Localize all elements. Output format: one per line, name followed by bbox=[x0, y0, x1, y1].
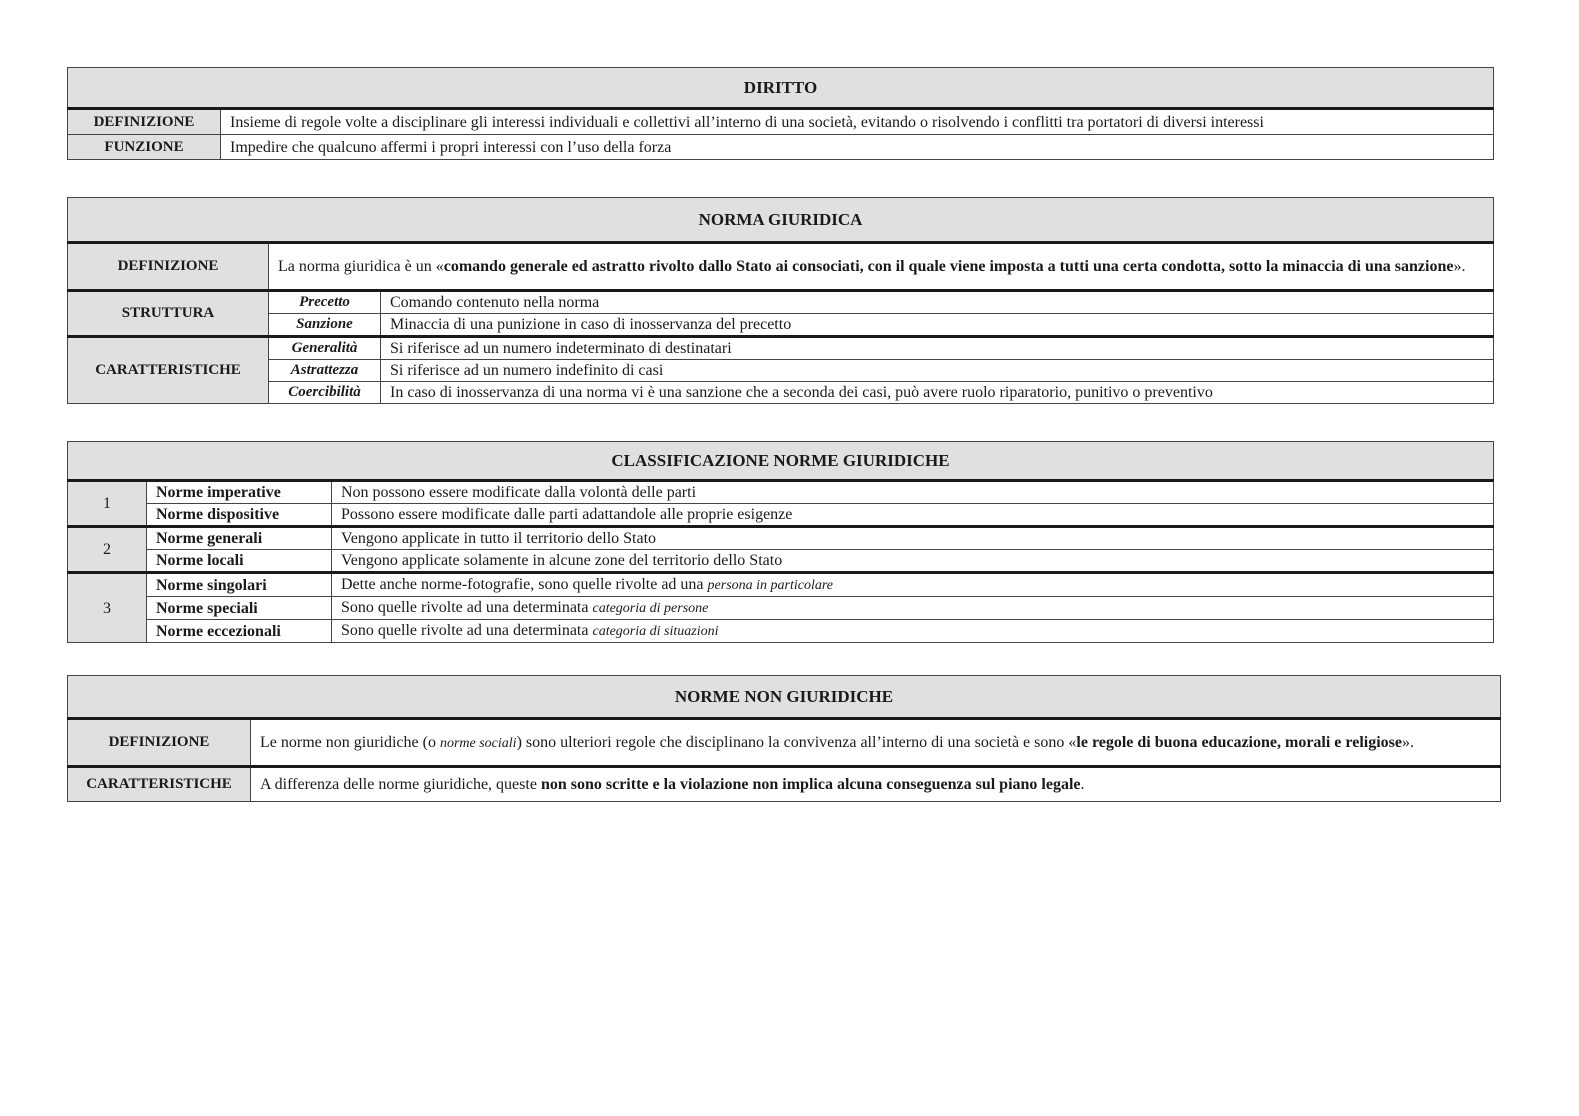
norme-dispositive-name: Norme dispositive bbox=[147, 504, 332, 527]
norme-eccezionali-name: Norme eccezionali bbox=[147, 620, 332, 643]
group-number: 2 bbox=[68, 527, 147, 573]
norme-speciali-name: Norme speciali bbox=[147, 597, 332, 620]
norme-locali-text: Vengono applicate solamente in alcune zone del territorio dello Stato bbox=[332, 550, 1494, 573]
nng-def-italic: norme sociali bbox=[439, 735, 517, 751]
nng-def-end: ». bbox=[1401, 733, 1414, 751]
nng-car-bold: non sono scritte e la violazione non implica alcuna conseguenza sul piano legale bbox=[540, 776, 1081, 793]
generalita-text: Si riferisce ad un numero indeterminato di destinatari bbox=[381, 337, 1494, 360]
norma-giuridica-table bbox=[67, 197, 1494, 404]
norma-definizione-intro: La norma giuridica è un « bbox=[278, 258, 444, 275]
norme-imperative-name: Norme imperative bbox=[147, 481, 332, 504]
norme-speciali-text bbox=[332, 597, 1494, 620]
norme-generali-name: Norme generali bbox=[147, 527, 332, 550]
nng-car-end: . bbox=[1080, 776, 1085, 793]
norma-definizione-text bbox=[269, 243, 1494, 291]
astrattezza-text: Si riferisce ad un numero indefinito di casi bbox=[381, 360, 1494, 382]
precetto-text: Comando contenuto nella norma bbox=[381, 291, 1494, 314]
norme-imperative-text: Non possono essere modificate dalla volontà delle parti bbox=[332, 481, 1494, 504]
struttura-label: STRUTTURA bbox=[68, 291, 269, 337]
norme-locali-name: Norme locali bbox=[147, 550, 332, 573]
nng-def-a: Le norme non giuridiche (o bbox=[260, 733, 440, 751]
norme-eccezionali-desc: Sono quelle rivolte ad una determinata bbox=[341, 622, 593, 639]
classificazione-table bbox=[67, 441, 1494, 643]
nng-definizione-text bbox=[251, 719, 1501, 767]
norma-definizione-bold: comando generale ed astratto rivolto dallo Stato ai consociati, con il quale viene imposta a tutti una certa condotta, sotto la minaccia di una sanzione bbox=[443, 258, 1454, 275]
norme-eccezionali-italic: categoria di situazioni bbox=[592, 624, 719, 639]
nng-definizione-label: DEFINIZIONE bbox=[68, 719, 251, 767]
norma-giuridica-title: NORMA GIURIDICA bbox=[68, 198, 1494, 243]
diritto-title: DIRITTO bbox=[68, 68, 1494, 109]
group-number: 3 bbox=[68, 573, 147, 643]
norme-singolari-name: Norme singolari bbox=[147, 573, 332, 597]
diritto-funzione-label: FUNZIONE bbox=[68, 135, 221, 160]
diritto-funzione-text: Impedire che qualcuno affermi i propri interessi con l’uso della forza bbox=[221, 135, 1494, 160]
group-number: 1 bbox=[68, 481, 147, 527]
norme-generali-text: Vengono applicate in tutto il territorio dello Stato bbox=[332, 527, 1494, 550]
diritto-definizione-text: Insieme di regole volte a disciplinare gli interessi individuali e collettivi all’interno di una società, evitando o risolvendo i conflitti tra portatori di diversi interessi bbox=[221, 109, 1494, 135]
coercibilita-text: In caso di inosservanza di una norma vi è una sanzione che a seconda dei casi, può avere ruolo riparatorio, punitivo o preventivo bbox=[381, 382, 1494, 404]
precetto-label: Precetto bbox=[269, 291, 381, 314]
norme-singolari-italic: persona in particolare bbox=[707, 578, 834, 593]
nng-caratteristiche-label: CARATTERISTICHE bbox=[68, 767, 251, 802]
diritto-table bbox=[67, 67, 1494, 160]
nng-def-bold: le regole di buona educazione, morali e religiose bbox=[1076, 733, 1402, 751]
sanzione-label: Sanzione bbox=[269, 314, 381, 337]
generalita-label: Generalità bbox=[269, 337, 381, 360]
sanzione-text: Minaccia di una punizione in caso di inosservanza del precetto bbox=[381, 314, 1494, 337]
astrattezza-label: Astrattezza bbox=[269, 360, 381, 382]
norme-non-giuridiche-table bbox=[67, 675, 1501, 802]
nng-def-b: ) sono ulteriori regole che disciplinano la convivenza all’interno di una società e sono « bbox=[516, 733, 1077, 751]
norme-dispositive-text: Possono essere modificate dalle parti adattandole alle proprie esigenze bbox=[332, 504, 1494, 527]
coercibilita-label: Coercibilità bbox=[269, 382, 381, 404]
norma-definizione-end: ». bbox=[1453, 258, 1466, 275]
norme-speciali-italic: categoria di persone bbox=[592, 601, 709, 616]
norme-singolari-text bbox=[332, 573, 1494, 597]
diritto-definizione-label: DEFINIZIONE bbox=[68, 109, 221, 135]
nng-car-a: A differenza delle norme giuridiche, queste bbox=[260, 776, 541, 793]
norme-eccezionali-text bbox=[332, 620, 1494, 643]
norme-speciali-desc: Sono quelle rivolte ad una determinata bbox=[341, 599, 593, 616]
norma-definizione-label: DEFINIZIONE bbox=[68, 243, 269, 291]
norme-singolari-desc: Dette anche norme-fotografie, sono quelle rivolte ad una bbox=[341, 576, 708, 593]
nng-caratteristiche-text bbox=[251, 767, 1501, 802]
classificazione-title: CLASSIFICAZIONE NORME GIURIDICHE bbox=[68, 442, 1494, 481]
norme-non-giuridiche-title: NORME NON GIURIDICHE bbox=[68, 676, 1501, 719]
caratteristiche-label: CARATTERISTICHE bbox=[68, 337, 269, 404]
